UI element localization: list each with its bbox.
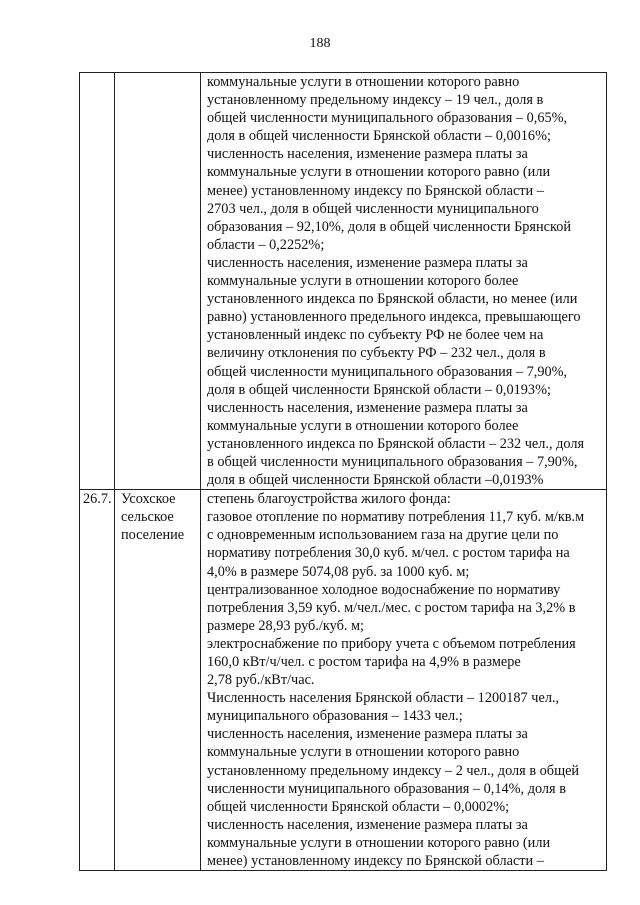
text-line: газовое отопление по нормативу потребления 11,7 куб. м/кв.м: [207, 509, 585, 526]
text-line: Численность населения Брянской области – 1200187 чел.,: [207, 690, 560, 707]
text-line: величину отклонения по субъекту РФ – 232 чел., доля в: [207, 345, 546, 362]
text-line: доля в общей численности Брянской области – 0,0016%;: [207, 128, 551, 145]
text-line: степень благоустройства жилого фонда:: [207, 491, 451, 508]
text-line: сельское: [121, 509, 174, 526]
text-line: численность населения, изменение размера платы за: [207, 726, 528, 743]
row-number-cell: 26.7.: [80, 490, 115, 871]
text-line: с одновременным использованием газа на другие цели по: [207, 527, 559, 544]
text-line: в общей численности муниципального образования – 7,90%,: [207, 453, 578, 470]
text-line: образования – 92,10%, доля в общей численности Брянской: [207, 218, 572, 235]
text-line: общей численности муниципального образования – 0,65%,: [207, 110, 568, 127]
text-line: численность населения, изменение размера платы за: [207, 399, 528, 416]
text-line: установленному предельному индексу – 19 чел., доля в: [207, 92, 544, 109]
text-line: численности муниципального образования – 0,14%, доля в: [207, 780, 566, 797]
text-line: муниципального образования – 1433 чел.;: [207, 708, 463, 725]
text-line: 2,78 руб./кВт/час.: [207, 672, 315, 689]
text-line: коммунальные услуги в отношении которого равно (или: [207, 164, 551, 181]
text-line: Усохское: [121, 491, 176, 508]
page-number: 188: [309, 36, 331, 51]
text-line: 160,0 кВт/ч/чел. с ростом тарифа на 4,9% в размере: [207, 654, 521, 670]
text-line: коммунальные услуги в отношении которого более: [207, 417, 519, 434]
settlement-name-cell: [115, 490, 201, 871]
text-line: коммунальные услуги в отношении которого равно: [207, 744, 520, 761]
text-line: менее) установленному индексу по Брянской области –: [207, 853, 544, 870]
text-line: коммунальные услуги в отношении которого равно (или: [207, 834, 551, 851]
text-line: общей численности Брянской области – 0,0002%;: [207, 798, 510, 815]
text-line: установленного индекса по Брянской области – 232 чел., доля: [207, 435, 585, 452]
text-line: установленного индекса по Брянской области, но менее (или: [207, 291, 578, 308]
description-cell: [201, 73, 607, 490]
text-line: 4,0% в размере 5074,08 руб. за 1000 куб. м;: [207, 563, 470, 580]
table-row: [80, 490, 607, 871]
text-line: размере 28,93 руб./куб. м;: [207, 617, 365, 634]
text-line: коммунальные услуги в отношении которого более: [207, 273, 519, 290]
table-row: [80, 73, 607, 490]
text-line: доля в общей численности Брянской области – 0,0193%;: [207, 381, 551, 398]
text-line: поселение: [121, 527, 185, 544]
text-line: электроснабжение по прибору учета с объемом потребления: [207, 635, 576, 652]
text-line: общей численности муниципального образования – 7,90%,: [207, 363, 568, 380]
text-line: численность населения, изменение размера платы за: [207, 816, 528, 833]
text-line: нормативу потребления 30,0 куб. м/чел. с ростом тарифа на: [207, 545, 570, 562]
text-line: потребления 3,59 куб. м/чел./мес. с ростом тарифа на 3,2% в: [207, 599, 576, 616]
text-line: равно) установленного предельного индекса, превышающего: [207, 309, 581, 326]
row-number-cell: [80, 73, 115, 490]
text-line: доля в общей численности Брянской области –0,0193%: [207, 472, 544, 489]
text-line: менее) установленному индексу по Брянской области –: [207, 182, 544, 199]
text-line: централизованное холодное водоснабжение по нормативу: [207, 581, 561, 598]
text-line: области – 0,2252%;: [207, 236, 325, 253]
text-line: коммунальные услуги в отношении которого равно: [207, 74, 520, 90]
text-line: численность населения, изменение размера платы за: [207, 146, 528, 163]
text-line: 2703 чел., доля в общей численности муниципального: [207, 200, 539, 217]
text-line: установленный индекс по субъекту РФ не более чем на: [207, 327, 544, 344]
text-line: численность населения, изменение размера платы за: [207, 254, 528, 271]
description-cell: [201, 490, 607, 871]
document-table: [79, 72, 607, 871]
settlement-name-cell: [115, 73, 201, 490]
text-line: установленному предельному индексу – 2 чел., доля в общей: [207, 762, 580, 779]
